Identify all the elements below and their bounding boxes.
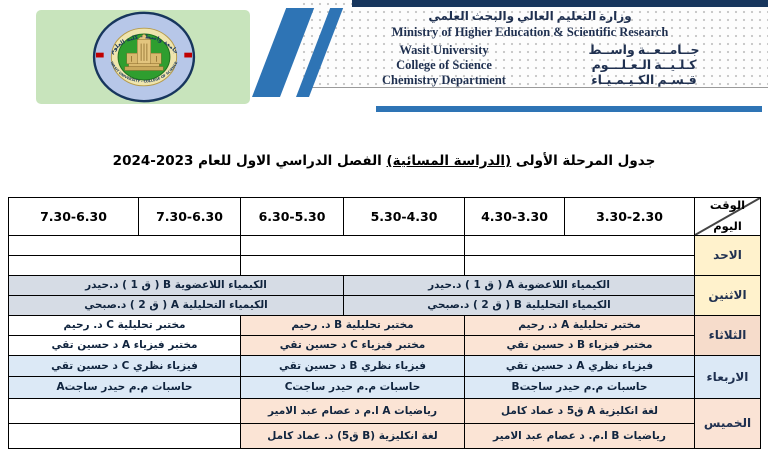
- schedule-cell: حاسبات م.م حيدر ساجتB: [465, 377, 695, 399]
- schedule-cell: الكيمياء اللاعضوية A ( ق 1 ) د.حيدر: [344, 276, 695, 296]
- schedule-cell: الكيمياء اللاعضوية B ( ق 1 ) د.حيدر: [9, 276, 344, 296]
- schedule-cell: لغة انكليزية A ق5 د عماد كامل: [465, 399, 695, 424]
- header-blue-underline: [376, 106, 762, 112]
- schedule-cell: [9, 236, 241, 256]
- schedule-cell: [9, 399, 241, 424]
- timetable: [8, 197, 761, 449]
- university-logo-seal: [90, 9, 198, 105]
- schedule-cell: [465, 236, 695, 256]
- time-slot-header: 5.30-4.30: [344, 198, 465, 236]
- schedule-cell: الكيمياء التحليلية B ( ق 2 ) د.صبحي: [344, 296, 695, 316]
- schedule-cell: مختبر فيزياء C د حسين تقي: [241, 336, 465, 356]
- college-name-arabic: كـلـيــة الـعـلـــوم: [591, 58, 697, 72]
- university-name-arabic: جــامــعــة واســط: [588, 43, 700, 57]
- title-suffix: الفصل الدراسي الاول للعام 2023-2024: [112, 153, 387, 169]
- department-name-arabic: قـسـم الكـيـمـيـاء: [591, 73, 697, 87]
- schedule-cell: مختبر فيزياء B د حسين تقي: [465, 336, 695, 356]
- schedule-cell: فيزياء نظري C د حسين تقي: [9, 356, 241, 377]
- day-cell-thursday: الخميس: [695, 399, 761, 449]
- time-slot-header: 7.30-6.30: [9, 198, 139, 236]
- schedule-cell: [241, 236, 465, 256]
- day-row-thursday-2: [9, 424, 761, 449]
- college-name-english: College of Science: [396, 58, 492, 72]
- corner-time-label: الوقت: [709, 198, 746, 212]
- day-row-monday: [9, 276, 761, 296]
- day-row-tuesday-2: [9, 336, 761, 356]
- day-cell-wednesday: الاربعاء: [695, 356, 761, 399]
- time-slot-header: 6.30-5.30: [241, 198, 344, 236]
- day-cell-sunday: الاحد: [695, 236, 761, 276]
- ministry-name-arabic: وزارة التعليم العالي والبحث العلمي: [428, 9, 632, 23]
- schedule-cell: [241, 256, 465, 276]
- schedule-cell: حاسبات م.م حيدر ساجتC: [241, 377, 465, 399]
- day-row-thursday: [9, 399, 761, 424]
- seal-arabic-ring-text: جامعة واسط - كلية العلوم: [109, 34, 179, 56]
- day-row-wednesday: [9, 356, 761, 377]
- corner-cell: [695, 198, 761, 236]
- day-row-monday-2: [9, 296, 761, 316]
- department-name-english: Chemistry Department: [382, 73, 506, 87]
- time-slot-header: 7.30-6.30: [139, 198, 241, 236]
- schedule-cell: حاسبات م.م حيدر ساجتA: [9, 377, 241, 399]
- top-navy-bar: [352, 0, 768, 7]
- schedule-cell: مختبر تحليلية A د. رحيم: [465, 316, 695, 336]
- schedule-cell: رياضيات B ا.م. د عصام عبد الامير: [465, 424, 695, 449]
- title-prefix: جدول المرحلة الأولى: [511, 153, 656, 169]
- time-slot-header: 3.30-2.30: [565, 198, 695, 236]
- time-slot-header: 4.30-3.30: [465, 198, 565, 236]
- ministry-name-english: Ministry of Higher Education & Scientific Research: [391, 25, 669, 39]
- schedule-cell: [9, 424, 241, 449]
- schedule-cell: فيزياء نظري A د حسين تقي: [465, 356, 695, 377]
- schedule-cell: مختبر تحليلية B د. رحيم: [241, 316, 465, 336]
- university-name-english: Wasit University: [399, 43, 489, 57]
- day-row-tuesday: [9, 316, 761, 336]
- corner-day-label: اليوم: [713, 219, 742, 234]
- schedule-cell: [9, 256, 241, 276]
- schedule-cell: رياضيات A ا.م د عصام عبد الامير: [241, 399, 465, 424]
- schedule-cell: مختبر تحليلية C د. رحيم: [9, 316, 241, 336]
- schedule-title: [0, 153, 768, 169]
- day-cell-tuesday: الثلاثاء: [695, 316, 761, 356]
- schedule-cell: لغة انكليزية (B ق5) د. عماد كامل: [241, 424, 465, 449]
- schedule-cell: الكيمياء التحليلية A ( ق 2 ) د.صبحي: [9, 296, 344, 316]
- seal-english-ring-text: WASIT UNIVERSITY - COLLEGE OF SCIENCE: [109, 60, 179, 84]
- schedule-cell: فيزياء نظري B د حسين تقي: [241, 356, 465, 377]
- time-header-row: [9, 198, 761, 236]
- day-cell-monday: الاثنين: [695, 276, 761, 316]
- day-row-wednesday-2: [9, 377, 761, 399]
- ministry-text-block: [330, 9, 730, 88]
- day-row-sunday: [9, 236, 761, 256]
- day-row-sunday-2: [9, 256, 761, 276]
- institution-lines: [330, 43, 730, 88]
- schedule-cell: [465, 256, 695, 276]
- schedule-cell: مختبر فيزياء A د حسين تقي: [9, 336, 241, 356]
- title-underlined-part: (الدراسة المسائية): [386, 153, 512, 169]
